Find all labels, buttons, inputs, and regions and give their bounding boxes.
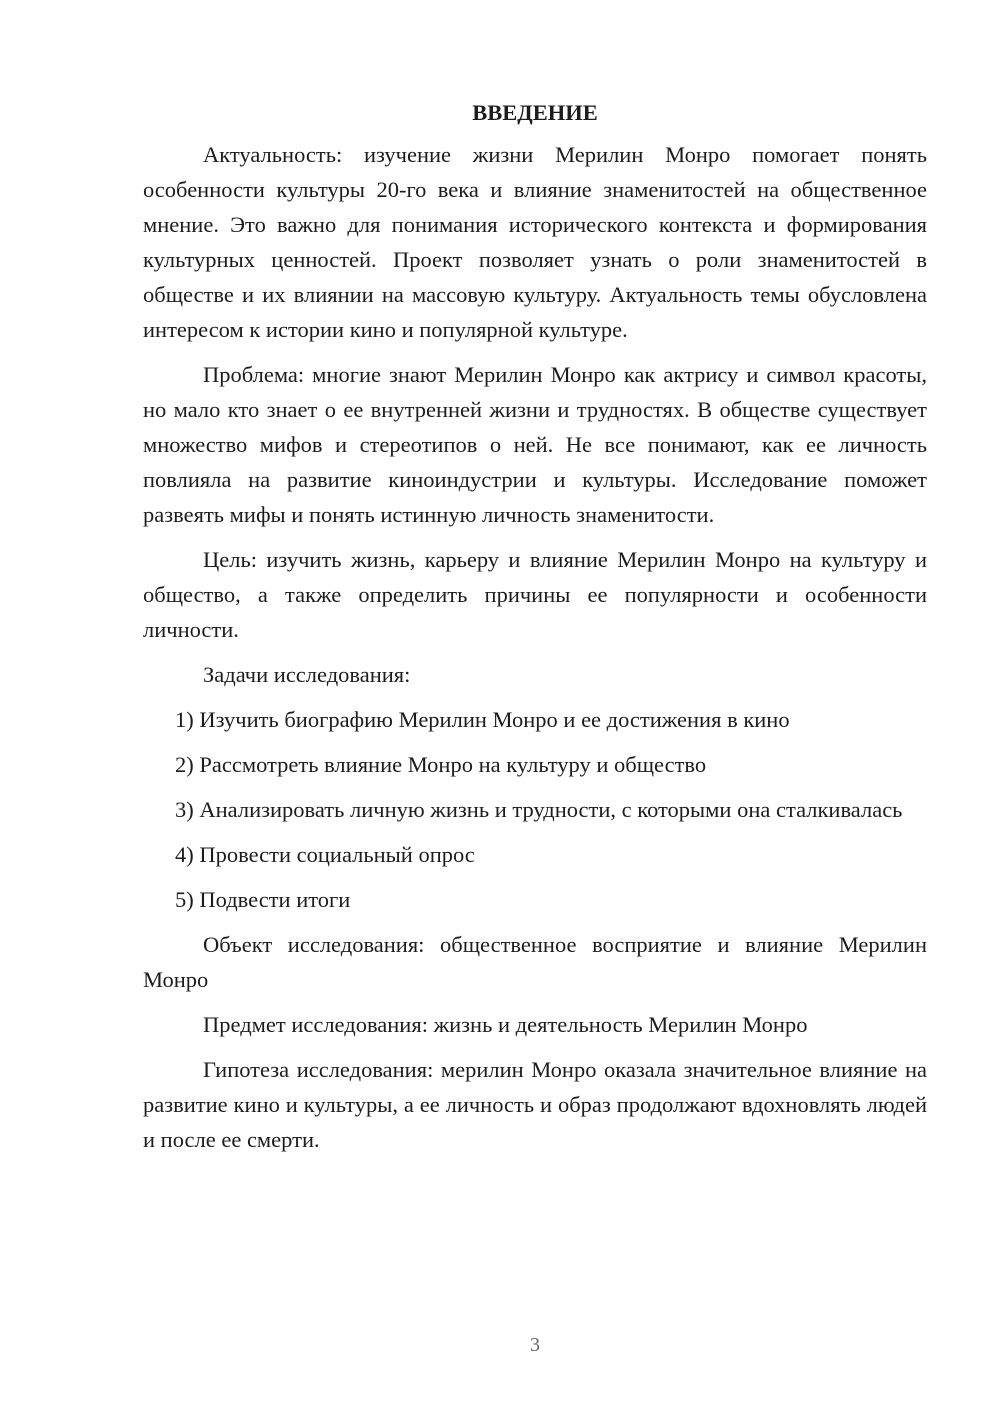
task-item-4: 4) Провести социальный опрос (175, 842, 475, 867)
object-paragraph: Объект исследования: общественное восприятие и влияние Мерилин Монро (143, 932, 927, 992)
task-item-1: 1) Изучить биографию Мерилин Монро и ее достижения в кино (175, 707, 790, 732)
subject-paragraph: Предмет исследования: жизнь и деятельность Мерилин Монро (203, 1012, 808, 1037)
relevance-paragraph: Актуальность: изучение жизни Мерилин Монро помогает понять особенности культуры 20-го века и влияние знаменитостей на общественное мнение. Это важно для понимания исторического контекста и формирования культурных ценностей. Проект позволяет узнать о роли знаменитостей в обществе и их влиянии на массовую культуру. Актуальность темы обусловлена интересом к истории кино и популярной культуре. (143, 142, 927, 342)
tasks-title: Задачи исследования: (203, 662, 411, 687)
section-heading: ВВЕДЕНИЕ (472, 100, 598, 125)
goal-paragraph: Цель: изучить жизнь, карьеру и влияние Мерилин Монро на культуру и общество, а также определить причины ее популярности и особенности личности. (143, 547, 927, 642)
problem-paragraph: Проблема: многие знают Мерилин Монро как актрису и символ красоты, но мало кто знает о ее внутренней жизни и трудностях. В обществе существует множество мифов и стереотипов о ней. Не все понимают, как ее личность повлияла на развитие киноиндустрии и культуры. Исследование поможет развеять мифы и понять истинную личность знаменитости. (143, 362, 927, 527)
page-number: 3 (530, 1334, 540, 1356)
document-body (143, 95, 927, 1167)
task-item-5: 5) Подвести итоги (175, 887, 351, 912)
task-item-2: 2) Рассмотреть влияние Монро на культуру и общество (175, 752, 707, 777)
hypothesis-paragraph: Гипотеза исследования: мерилин Монро оказала значительное влияние на развитие кино и культуры, а ее личность и образ продолжают вдохновлять людей и после ее смерти. (143, 1057, 927, 1152)
task-item-3: 3) Анализировать личную жизнь и трудности, с которыми она сталкивалась (175, 797, 903, 822)
